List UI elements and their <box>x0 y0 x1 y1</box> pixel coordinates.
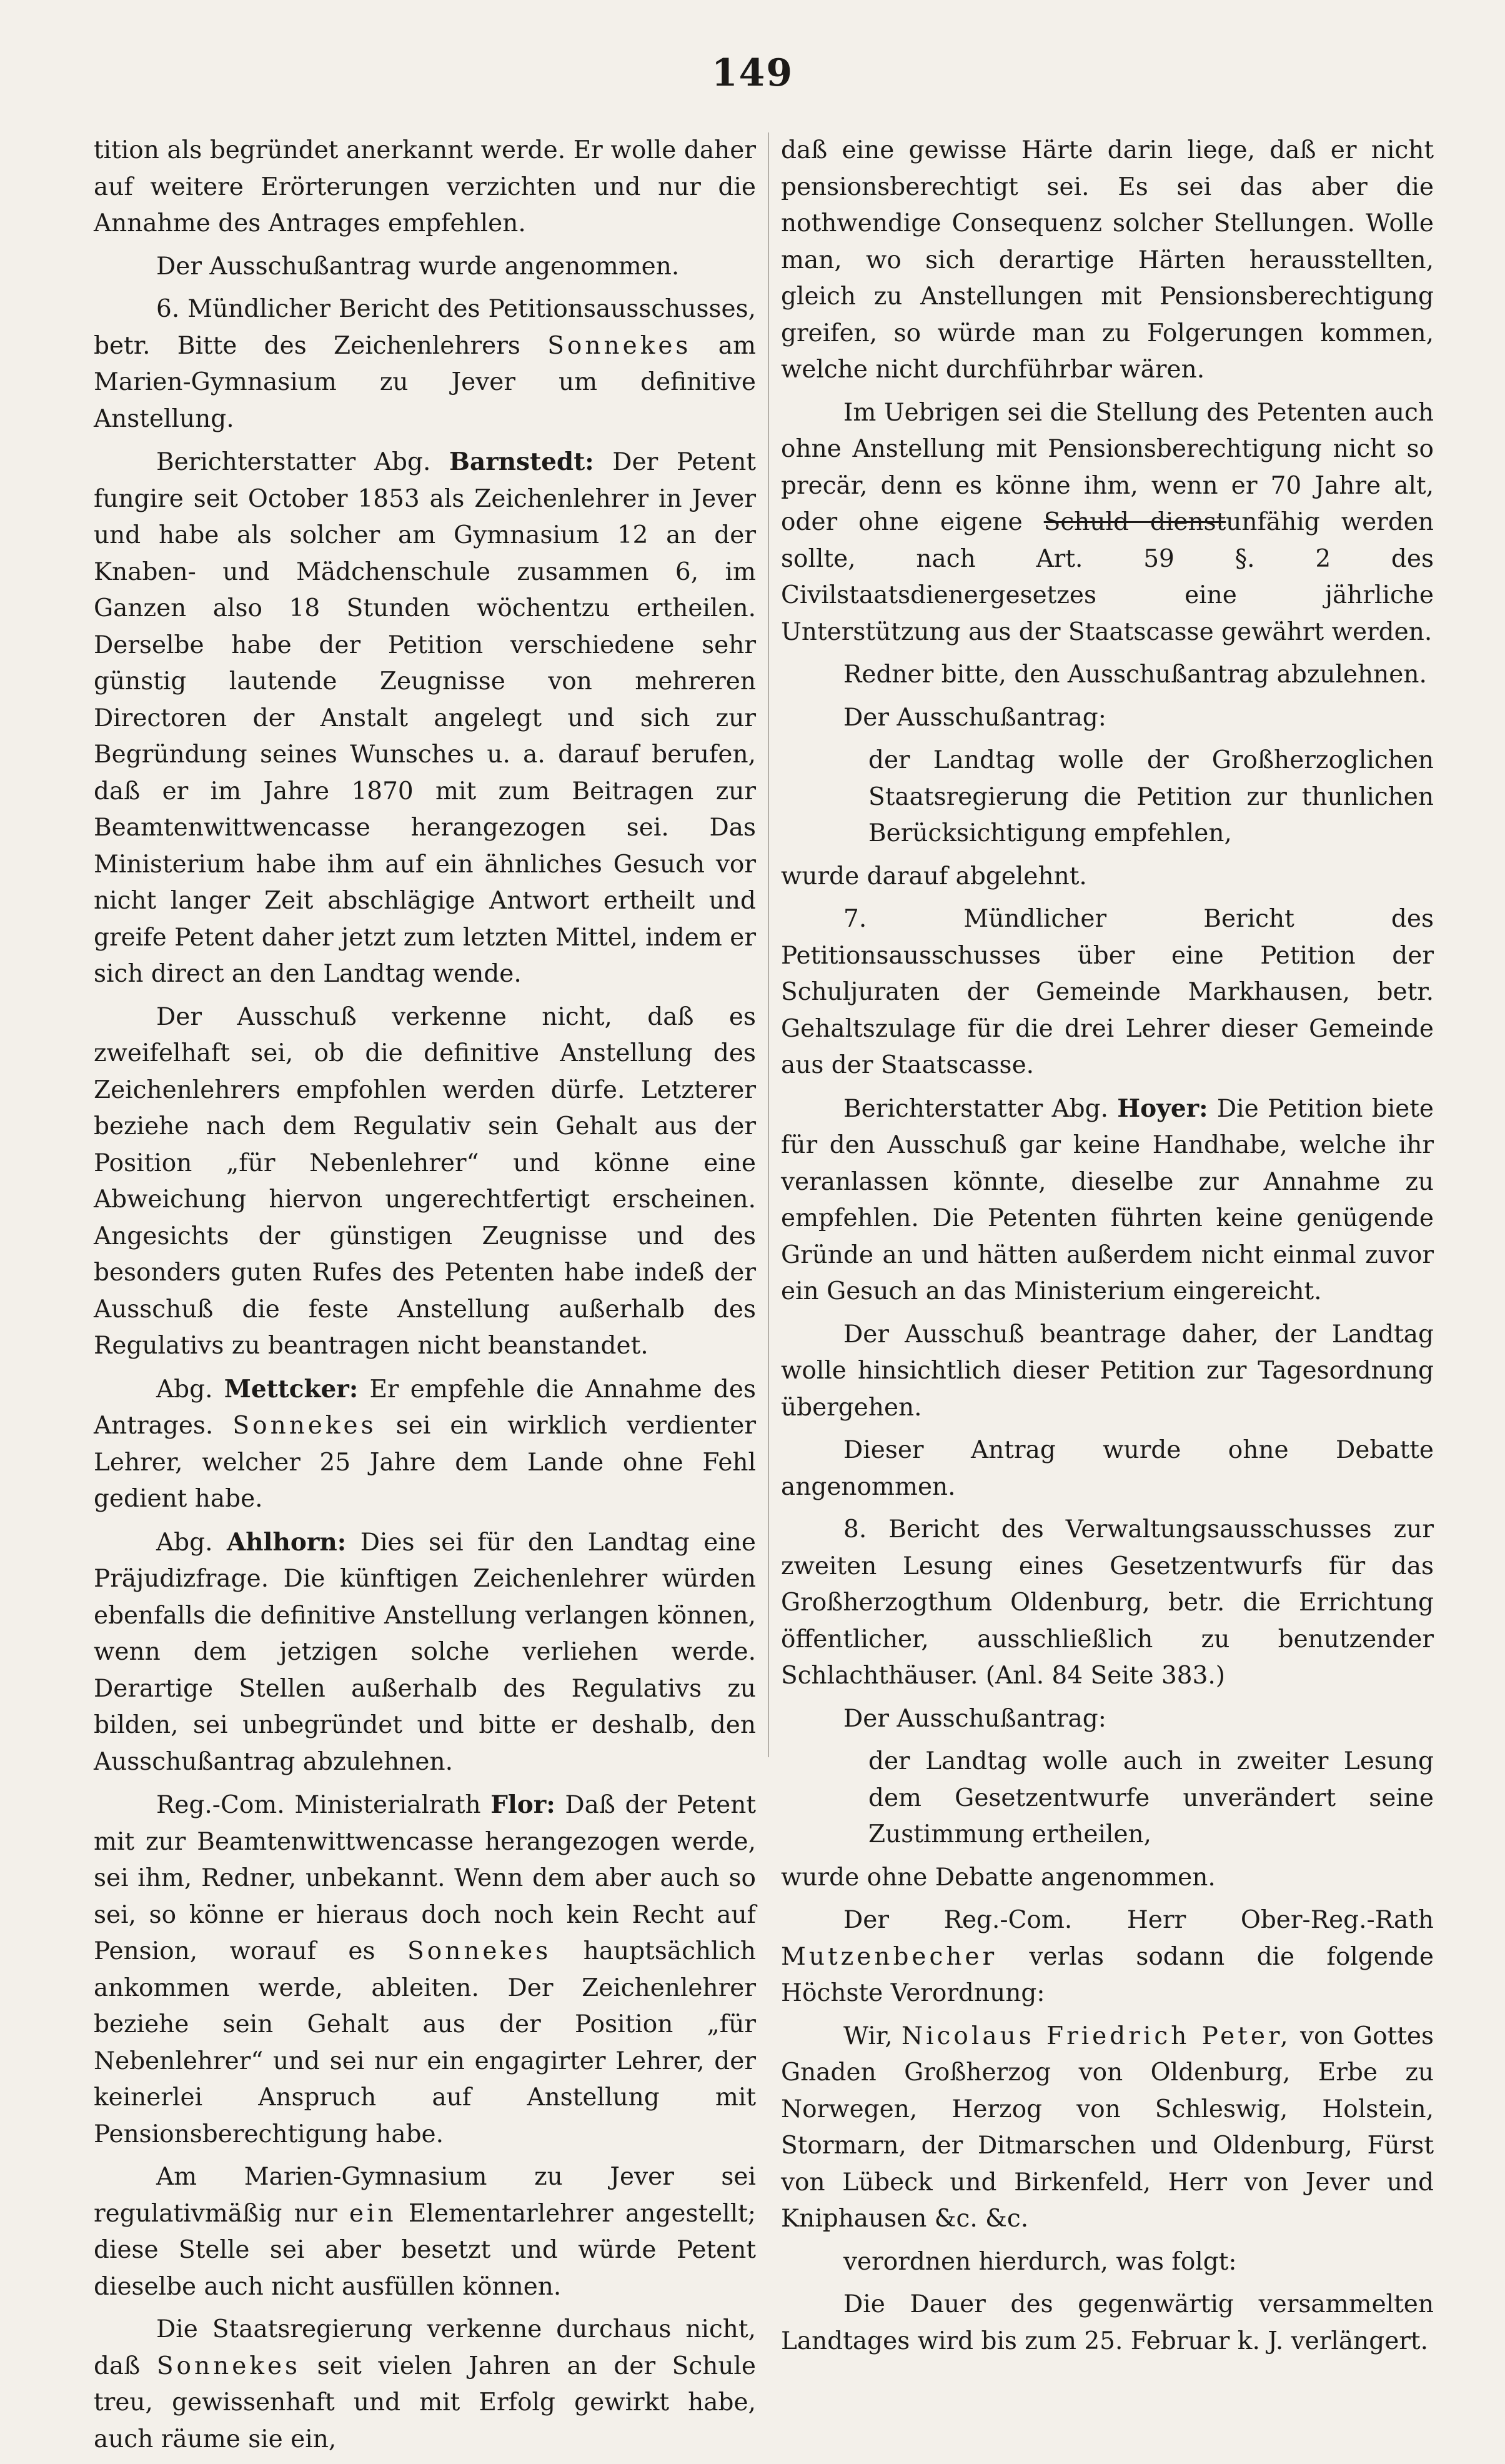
paragraph: tition als begründet anerkannt werde. Er wolle daher auf weitere Erörterungen verzichten und nur die Annahme des Antrages empfehlen. <box>94 136 756 237</box>
paragraph: Der Ausschußantrag: <box>843 1704 1106 1733</box>
column-divider <box>768 132 769 1757</box>
person-name: Sonnekes <box>156 2352 301 2380</box>
paragraph: wurde darauf abgelehnt. <box>781 862 1087 890</box>
speaker-name: Flor: <box>490 1790 555 1819</box>
agenda-item-6: 6. Mündlicher Bericht des Petitionsausschusses, betr. Bitte des Zeichenlehrers Sonnekes am Marien-Gymnasium zu Jever um definitive Anstellung. <box>94 295 756 433</box>
paragraph: daß eine gewisse Härte darin liege, daß er nicht pensionsberechtigt sei. Es sei das aber die nothwendige Consequenz solcher Stellungen. Wolle man, wo sich derartige Härten herausstellten, gleich zu Anstellungen mit Pensionsberechtigung greifen, so würde man zu Folgerungen kommen, welche nicht durchführbar wären. <box>781 136 1434 384</box>
paragraph: Abg. Mettcker: Er empfehle die Annahme des Antrages. Sonnekes sei ein wirklich verdienter Lehrer, welcher 25 Jahre dem Lande ohne Fehl gedient habe. <box>94 1374 756 1513</box>
decree-preamble: Wir, Nicolaus Friedrich Peter, von Gottes Gnaden Großherzog von Oldenburg, Erbe zu Norwegen, Herzog von Schleswig, Holstein, Stormarn, der Ditmarschen und Oldenburg, Fürst von Lübeck und Birkenfeld, Herr von Jever und Kniphausen &c. &c. <box>781 2022 1434 2233</box>
paragraph: Im Uebrigen sei die Stellung des Petenten auch ohne Anstellung mit Pensionsberechtigung nicht so precär, denn es könne ihm, wenn er 70 Jahre alt, oder ohne eigene Schuld dienstunfähig werden sollte, nach Art. 59 §. 2 des Civilstaatsdienergesetzes eine jährliche Unterstützung aus der Staatscasse gewährt werden. <box>781 398 1434 646</box>
paragraph: Der Ausschußantrag wurde angenommen. <box>156 252 680 281</box>
paragraph: Der Reg.-Com. Herr Ober-Reg.-Rath Mutzenbecher verlas sodann die folgende Höchste Verordnung: <box>781 1906 1434 2007</box>
speaker-name: Mettcker: <box>224 1374 359 1404</box>
agenda-item-7: 7. Mündlicher Bericht des Petitionsausschusses über eine Petition der Schuljuraten der Gemeinde Markhausen, betr. Gehaltszulage für die drei Lehrer dieser Gemeinde aus der Staatscasse. <box>781 905 1434 1079</box>
paragraph: Die Staatsregierung verkenne durchaus nicht, daß Sonnekes seit vielen Jahren an der Schule treu, gewissenhaft und mit Erfolg gewirkt habe, auch räume sie ein, <box>94 2315 756 2453</box>
paragraph: verordnen hierdurch, was folgt: <box>843 2247 1237 2276</box>
left-column <box>94 132 756 2464</box>
paragraph: Reg.-Com. Ministerialrath Flor: Daß der Petent mit zur Beamtenwittwencasse herangezogen werde, sei ihm, Redner, unbekannt. Wenn dem aber auch so sei, so könne er hieraus doch noch kein Recht auf Pension, worauf es Sonnekes hauptsächlich ankommen werde, ableiten. Der Zeichenlehrer beziehe sein Gehalt aus der Position „für Nebenlehrer“ und sei nur ein engagirter Lehrer, der keinerlei Anspruch auf Anstellung mit Pensionsberechtigung habe. <box>94 1790 756 2148</box>
paragraph: Am Marien-Gymnasium zu Jever sei regulativmäßig nur ein Elementarlehrer angestellt; diese Stelle sei aber besetzt und würde Petent dieselbe auch nicht ausfüllen können. <box>94 2163 756 2301</box>
paragraph: Berichterstatter Abg. Hoyer: Die Petition biete für den Ausschuß gar keine Handhabe, welche ihr veranlassen könnte, dieselbe zur Annahme zu empfehlen. Die Petenten führten keine genügende Gründe an und hätten außerdem nicht einmal zuvor ein Gesuch an das Ministerium eingereicht. <box>781 1094 1434 1305</box>
paragraph: Berichterstatter Abg. Barnstedt: Der Petent fungire seit October 1853 als Zeichenlehrer in Jever und habe als solcher am Gymnasium 12 an der Knaben- und Mädchenschule zusammen 6, im Ganzen also 18 Stunden wöchentzu ertheilen. Derselbe habe der Petition verschiedene sehr günstig lautende Zeugnisse von mehreren Directoren der Anstalt angelegt und sich zur Begründung seines Wunsches u. a. darauf berufen, daß er im Jahre 1870 mit zum Beitragen zur Beamtenwittwencasse herangezogen sei. Das Ministerium habe ihm auf ein ähnliches Gesuch vor nicht langer Zeit abschlägige Antwort ertheilt und greife Petent daher jetzt zum letzten Mittel, indem er sich direct an den Landtag wende. <box>94 447 756 988</box>
decree-text: Die Dauer des gegenwärtig versammelten Landtages wird bis zum 25. Februar k. J. verlängert. <box>781 2290 1434 2355</box>
person-name: Nicolaus Friedrich Peter, <box>901 2022 1291 2050</box>
paragraph: Redner bitte, den Ausschußantrag abzulehnen. <box>843 661 1427 689</box>
speaker-name: Hoyer: <box>1117 1094 1208 1123</box>
motion-quote: der Landtag wolle auch in zweiter Lesung dem Gesetzentwurfe unverändert seine Zustimmung ertheilen, <box>868 1747 1434 1848</box>
paragraph: Der Ausschußantrag: <box>843 703 1106 732</box>
page-number: 149 <box>711 51 794 95</box>
person-name: Sonnekes <box>547 331 692 360</box>
right-column <box>781 132 1434 2366</box>
speaker-name: Barnstedt: <box>449 447 594 476</box>
paragraph: Dieser Antrag wurde ohne Debatte angenommen. <box>781 1436 1434 1501</box>
person-name: Sonnekes <box>232 1412 377 1440</box>
paragraph: Der Ausschuß beantrage daher, der Landtag wolle hinsichtlich dieser Petition zur Tagesordnung übergehen. <box>781 1320 1434 1422</box>
motion-quote: der Landtag wolle der Großherzoglichen Staatsregierung die Petition zur thunlichen Berücksichtigung empfehlen, <box>868 746 1434 847</box>
struck-text: Schuld dienst <box>1043 508 1226 536</box>
speaker-name: Ahlhorn: <box>227 1527 347 1557</box>
paragraph: Der Ausschuß verkenne nicht, daß es zweifelhaft sei, ob die definitive Anstellung des Zeichenlehrers empfohlen werden dürfe. Letzterer beziehe nach dem Regulativ sein Gehalt aus der Position „für Nebenlehrer“ und könne eine Abweichung hiervon ungerechtfertigt erscheinen. Angesichts der günstigen Zeugnisse und des besonders guten Rufes des Petenten habe indeß der Ausschuß die feste Anstellung außerhalb des Regulativs zu beantragen nicht beanstandet. <box>94 1002 756 1360</box>
person-name: Mutzenbecher <box>781 1942 998 1971</box>
paragraph: wurde ohne Debatte angenommen. <box>781 1863 1216 1892</box>
paragraph: Abg. Ahlhorn: Dies sei für den Landtag eine Präjudizfrage. Die künftigen Zeichenlehrer würden ebenfalls die definitive Anstellung verlangen können, wenn dem jetzigen solche verliehen werde. Derartige Stellen außerhalb des Regulativs zu bilden, sei unbegründet und bitte er deshalb, den Ausschußantrag abzulehnen. <box>94 1527 757 1776</box>
agenda-item-8: 8. Bericht des Verwaltungsausschusses zur zweiten Lesung eines Gesetzentwurfs für das Großherzogthum Oldenburg, betr. die Errichtung öffentlicher, ausschließlich zu benutzender Schlachthäuser. (Anl. 84 Seite 383.) <box>781 1515 1434 1690</box>
person-name: Sonnekes <box>407 1937 552 1965</box>
